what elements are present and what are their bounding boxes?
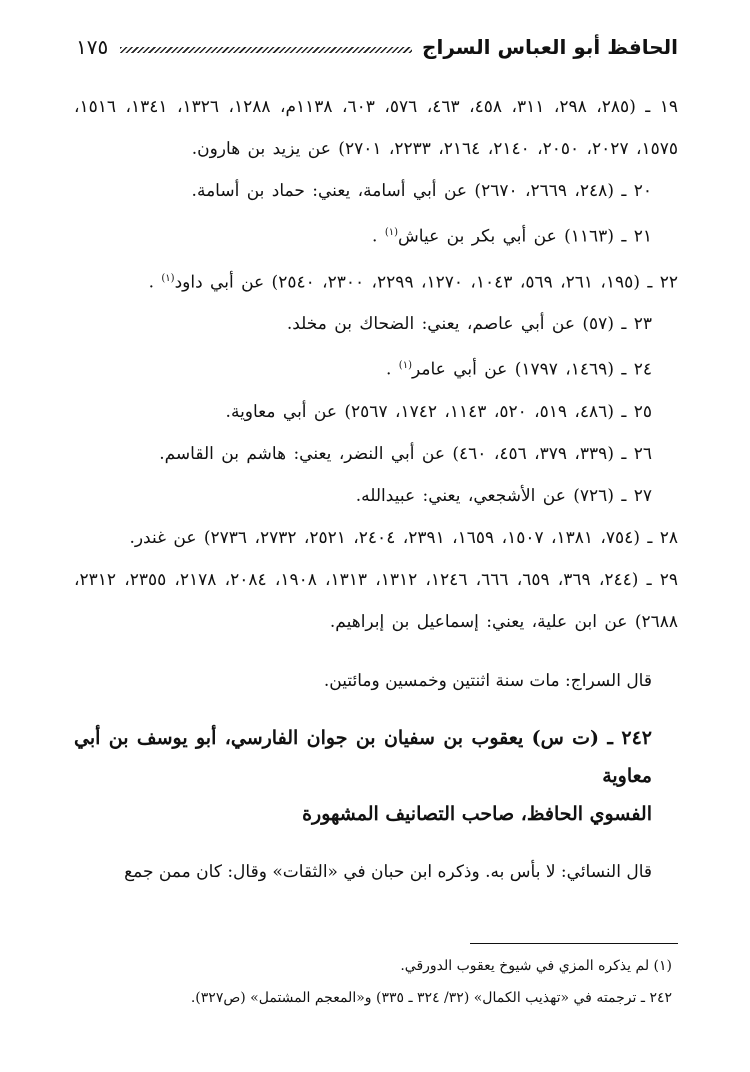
footnotes	[74, 950, 678, 1014]
biography-heading-line2: الفسوي الحافظ، صاحب التصانيف المشهورة	[302, 802, 652, 825]
footnote-2: ٢٤٢ ـ ترجمته في «تهذيب الكمال» (٣٢/ ٣٢٤ ـ ٣٣٥) و«المعجم المشتمل» (ص٣٢٧).	[190, 990, 672, 1006]
entry-19: ١٩ ـ (٢٨٥، ٢٩٨، ٣١١، ٤٥٨، ٤٦٣، ٥٧٦، ٦٠٣، ١١٣٨م، ١٢٨٨، ١٣٢٦، ١٣٤١، ١٥١٦، ١٥٧٥، ٢٠٢٧، ٢٠٥٠، ٢١٤٠، ٢١٦٤، ٢٢٣٣، ٢٧٠١) عن يزيد بن هارون.	[74, 97, 679, 159]
entry-29: ٢٩ ـ (٢٤٤، ٣٦٩، ٦٥٩، ٦٦٦، ١٢٤٦، ١٣١٢، ١٣١٣، ١٩٠٨، ٢٠٨٤، ٢١٧٨، ٢٣٥٥، ٢٣١٢، ٢٦٨٨) عن ابن علية، يعني: إسماعيل بن إبراهيم.	[74, 569, 679, 632]
biography-heading-line1: ٢٤٢ ـ (ت س) يعقوب بن سفيان بن جوان الفارسي، أبو يوسف بن أبي معاوية	[74, 726, 652, 787]
entry-28: ٢٨ ـ (٧٥٤، ١٣٨١، ١٥٠٧، ١٦٥٩، ٢٣٩١، ٢٤٠٤، ٢٥٢١، ٢٧٣٢، ٢٧٣٦) عن غندر.	[129, 527, 678, 548]
running-header	[76, 30, 678, 64]
running-title: الحافظ أبو العباس السراج	[422, 35, 678, 59]
main-text	[74, 86, 678, 911]
entry-21: ٢١ ـ (١١٦٣) عن أبي بكر بن عياش$^{(١)}$ .	[372, 226, 652, 247]
entry-20: ٢٠ ـ (٢٤٨، ٢٦٦٩، ٢٦٧٠) عن أبي أسامة، يعني: حماد بن أسامة.	[191, 181, 652, 201]
footnote-ref: (١)	[398, 360, 412, 372]
biography-text: قال النسائي: لا بأس به. وذكره ابن حبان في «الثقات» وقال: كان ممن جمع	[124, 861, 652, 882]
footnote-divider	[470, 943, 678, 944]
entry-22: ٢٢ ـ (١٩٥، ٢٦١، ٥٦٩، ١٠٤٣، ١٢٧٠، ٢٢٩٩، ٢٣٠٠، ٢٥٤٠) عن أبي داود$^{(١)}$ .	[148, 272, 678, 293]
closing-note: قال السراج: مات سنة اثنتين وخمسين ومائتين.	[323, 670, 652, 691]
biography-heading	[74, 719, 678, 833]
entry-24: ٢٤ ـ (١٤٦٩، ١٧٩٧) عن أبي عامر$^{(١)}$ .	[385, 359, 652, 380]
page-number: ١٧٥	[76, 35, 109, 59]
entry-26: ٢٦ ـ (٣٣٩، ٣٧٩، ٤٥٦، ٤٦٠) عن أبي النضر، يعني: هاشم بن القاسم.	[159, 443, 652, 464]
entry-27: ٢٧ ـ (٧٢٦) عن الأشجعي، يعني: عبيدالله.	[355, 485, 652, 506]
footnote-1: (١) لم يذكره المزي في شيوخ يعقوب الدورقي.	[400, 958, 672, 974]
footnote-ref: (١)	[161, 272, 175, 284]
header-ornament-rule	[120, 47, 412, 53]
footnote-ref: (١)	[384, 227, 399, 238]
entry-23: ٢٣ ـ (٥٧) عن أبي عاصم، يعني: الضحاك بن مخلد.	[286, 314, 652, 335]
entry-25: ٢٥ ـ (٤٨٦، ٥١٩، ٥٢٠، ١١٤٣، ١٧٤٢، ٢٥٦٧) عن أبي معاوية.	[225, 401, 652, 422]
